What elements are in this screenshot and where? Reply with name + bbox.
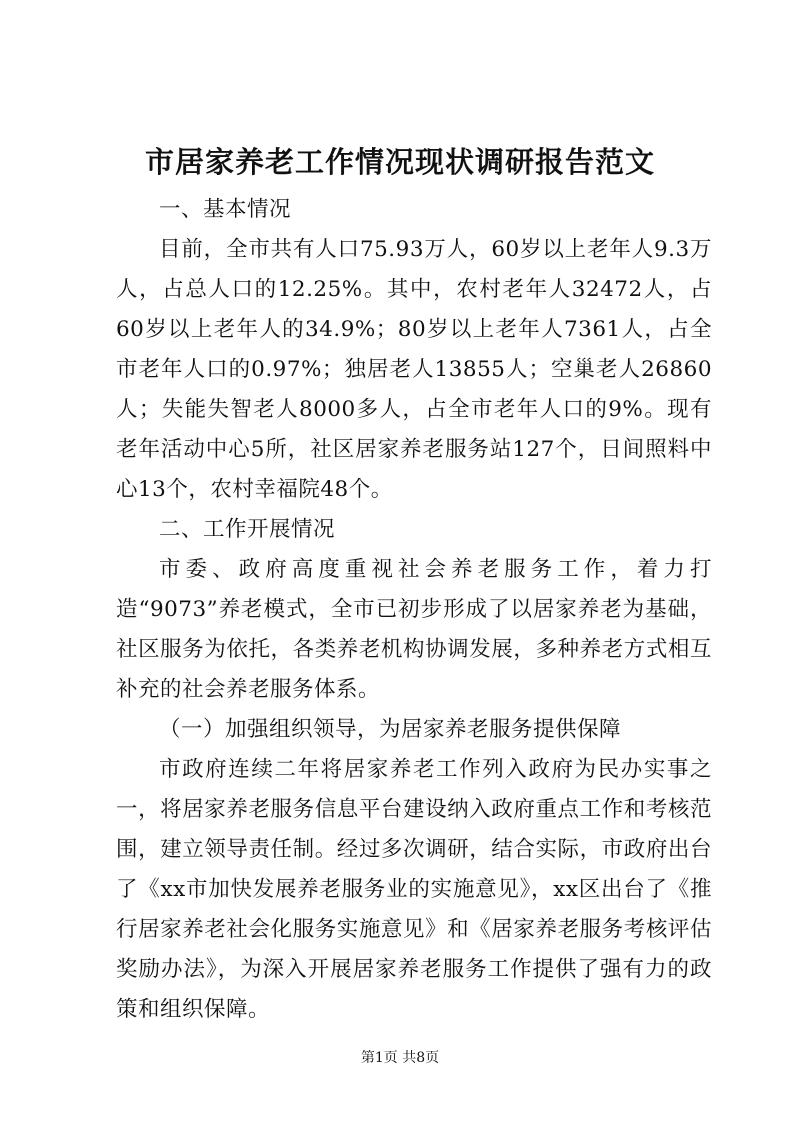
paragraph: 市委、政府高度重视社会养老服务工作，着力打造“9073”养老模式，全市已初步形成了以居家养老为基础，社区服务为依托，各类养老机构协调发展，多种养老方式相互补充的社会养老服务体系。 bbox=[116, 557, 712, 702]
paragraph: 目前，全市共有人口75.93万人，60岁以上老年人9.3万人，占总人口的12.25%。其中，农村老年人32472人，占60岁以上老年人的34.9%；80岁以上老年人7361人，占全市老年人口的0.97%；独居老人13855人；空巢老人26860人；失能失智老人8000多人，占全市老年人口的9%。现有老年活动中心5所，社区居家养老服务站127个，日间照料中心13个，农村幸福院48个。 bbox=[116, 237, 712, 502]
page-footer: 第1页 共8页 bbox=[360, 1050, 440, 1066]
paragraph: 市政府连续二年将居家养老工作列入政府为民办实事之一，将居家养老服务信息平台建设纳入政府重点工作和考核范围，建立领导责任制。经过多次调研，结合实际，市政府出台了《xx市加快发展养老服务业的实施意见》，xx区出台了《推行居家养老社会化服务实施意见》和《居家养老服务考核评估奖励办法》，为深入开展居家养老服务工作提供了强有力的政策和组织保障。 bbox=[116, 757, 712, 1022]
subsection-heading: （一）加强组织领导，为居家养老服务提供保障 bbox=[159, 717, 622, 742]
document-body bbox=[116, 190, 712, 1030]
section-heading: 一、基本情况 bbox=[159, 197, 292, 222]
section-heading: 二、工作开展情况 bbox=[159, 517, 336, 542]
document-title: 市居家养老工作情况现状调研报告范文 bbox=[144, 145, 655, 179]
